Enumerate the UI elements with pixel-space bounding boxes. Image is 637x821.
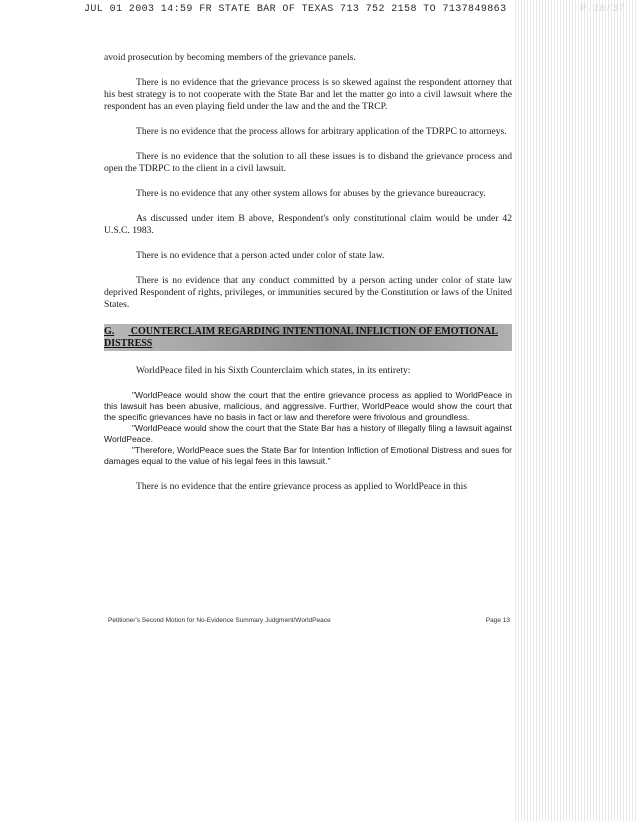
quote-paragraph: "WorldPeace would show the court that the State Bar has a history of illegally filing a lawsuit against WorldPeace. [104, 423, 512, 444]
paragraph: As discussed under item B above, Respondent's only constitutional claim would be under 42 U.S.C. 1983. [104, 213, 512, 236]
page-footer [104, 617, 512, 629]
footer-title: Petitioner's Second Motion for No-Evidence Summary Judgment/WorldPeace [108, 617, 331, 624]
footer-page-number: Page 13 [485, 617, 510, 624]
section-number: G. [104, 326, 115, 337]
quote-paragraph: "WorldPeace would show the court that the entire grievance process as applied to WorldPeace in this lawsuit has been abusive, malicious, and aggressive. Further, WorldPeace would show the court that the specific grievances have no basis in fact or law and therefore were frivolous and groundless. [104, 390, 512, 422]
paragraph: There is no evidence that the grievance process is so skewed against the respondent attorney that his best strategy is to not cooperate with the State Bar and let the matter go into a civil lawsuit where the respondent has an even playing field under the law and the and the TRCP. [104, 77, 512, 112]
fax-transmission-line: JUL 01 2003 14:59 FR STATE BAR OF TEXAS 713 752 2158 TO 7137849863 [84, 4, 507, 15]
scan-edge-artifact [513, 0, 637, 821]
section-title: COUNTERCLAIM REGARDING INTENTIONAL INFLICTION OF EMOTIONAL DISTRESS [104, 326, 498, 349]
paragraph: There is no evidence that the solution to all these issues is to disband the grievance process and open the TDRPC to the client in a civil lawsuit. [104, 151, 512, 174]
paragraph: avoid prosecution by becoming members of the grievance panels. [104, 52, 356, 63]
paragraph: There is no evidence that a person acted under color of state law. [136, 250, 385, 261]
section-heading [104, 324, 512, 351]
paragraph: There is no evidence that any conduct committed by a person acting under color of state law deprived Respondent of rights, privileges, or immunities secured by the Constitution or laws of the United States. [104, 275, 512, 310]
quote-paragraph: "Therefore, WorldPeace sues the State Bar for Intention Infliction of Emotional Distress and sues for damages equal to the value of his legal fees in this lawsuit." [104, 445, 512, 466]
paragraph: There is no evidence that any other system allows for abuses by the grievance bureaucracy. [136, 188, 486, 199]
paragraph: There is no evidence that the process allows for arbitrary application of the TDRPC to attorneys. [136, 126, 507, 137]
document-page [104, 52, 512, 506]
quoted-counterclaim [104, 390, 512, 467]
paragraph: There is no evidence that the entire grievance process as applied to WorldPeace in this [136, 481, 467, 492]
counterclaim-intro: WorldPeace filed in his Sixth Counterclaim which states, in its entirety: [136, 365, 411, 376]
